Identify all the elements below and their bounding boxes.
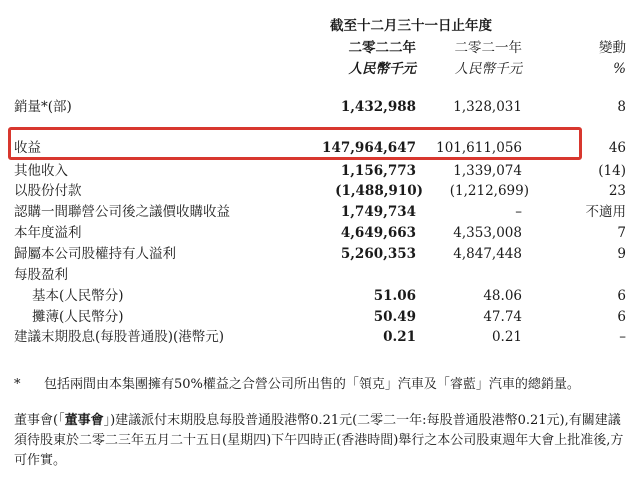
row-value-change: 6 xyxy=(617,309,626,325)
footnote-text: 包括兩間由本集團擁有50%權益之合營公司所出售的「領克」汽車及「睿藍」汽車的總銷量。 xyxy=(44,377,580,392)
row-value-2022: 1,432,988 xyxy=(340,99,416,115)
paragraph-lead: 董事會(「 xyxy=(14,413,65,428)
column-header-2022: 二零二二年 xyxy=(348,40,416,56)
paragraph-rest: 」)建議派付末期股息每股普通股港幣0.21元(二零二一年:每股普通股港幣0.21元),有關建議須待股東於二零二三年五月二十五日(星期四)下午四時正(香港時間)舉行之本公司股東週年大會上批准後,方可作實。 xyxy=(14,413,624,468)
period-header: 截至十二月三十一日止年度 xyxy=(330,18,492,34)
row-value-2021: (1,212,699) xyxy=(449,183,529,199)
row-value-2022: 51.06 xyxy=(373,288,416,304)
row-label-share-based-payment: 以股份付款 xyxy=(14,183,82,199)
unit-change: % xyxy=(613,61,626,77)
row-value-change: (14) xyxy=(598,163,626,179)
row-value-change: 23 xyxy=(608,183,626,199)
row-value-change: 46 xyxy=(608,140,626,156)
row-label-other-income: 其他收入 xyxy=(14,163,68,179)
row-label-proposed-dividend: 建議末期股息(每股普通股)(港幣元) xyxy=(14,329,225,345)
row-value-2022: 0.21 xyxy=(383,329,416,345)
row-value-2022: 1,156,773 xyxy=(340,163,416,179)
row-label-profit-attributable: 歸屬本公司股權持有人溢利 xyxy=(14,246,176,262)
row-label-eps-diluted: 攤薄(人民幣分) xyxy=(32,309,124,325)
paragraph-bold-term: 董事會 xyxy=(64,413,104,428)
row-value-2022: 147,964,647 xyxy=(322,140,416,156)
row-label-eps-basic: 基本(人民幣分) xyxy=(32,288,124,304)
row-value-2022: 5,260,353 xyxy=(340,246,416,262)
row-value-change: 8 xyxy=(617,99,626,115)
row-value-2021: 47.74 xyxy=(483,309,522,325)
row-value-2022: 1,749,734 xyxy=(340,204,416,220)
dividend-paragraph xyxy=(14,411,632,471)
row-value-change: – xyxy=(619,329,626,345)
row-label-earnings-per-share: 每股盈利 xyxy=(14,267,68,283)
row-value-2021: 0.21 xyxy=(491,329,522,345)
row-value-2021: 1,339,074 xyxy=(453,163,522,179)
row-value-change: 9 xyxy=(617,246,626,262)
column-header-2021: 二零二一年 xyxy=(454,40,522,56)
row-value-2021: 48.06 xyxy=(483,288,522,304)
row-value-2022: 4,649,663 xyxy=(340,225,416,241)
column-header-change: 變動 xyxy=(599,40,626,56)
row-value-2022: 50.49 xyxy=(373,309,416,325)
row-value-change: 7 xyxy=(617,225,626,241)
unit-2021: 人民幣千元 xyxy=(454,61,522,77)
unit-2022: 人民幣千元 xyxy=(348,61,416,77)
row-value-change: 6 xyxy=(617,288,626,304)
row-value-2021: – xyxy=(515,204,522,220)
row-value-2021: 1,328,031 xyxy=(453,99,522,115)
row-value-2021: 4,847,448 xyxy=(453,246,522,262)
footnote-marker: * xyxy=(14,377,21,392)
row-value-2021: 4,353,008 xyxy=(453,225,522,241)
row-label-revenue: 收益 xyxy=(14,140,41,156)
row-value-2021: 101,611,056 xyxy=(436,140,522,156)
row-label-profit-for-year: 本年度溢利 xyxy=(14,225,82,241)
row-label-bargain-purchase-gain: 認購一間聯營公司後之議價收購收益 xyxy=(14,204,230,220)
row-value-change: 不適用 xyxy=(585,204,626,220)
row-value-2022: (1,488,910) xyxy=(335,183,423,199)
row-label-sales-volume: 銷量*(部) xyxy=(14,99,72,115)
